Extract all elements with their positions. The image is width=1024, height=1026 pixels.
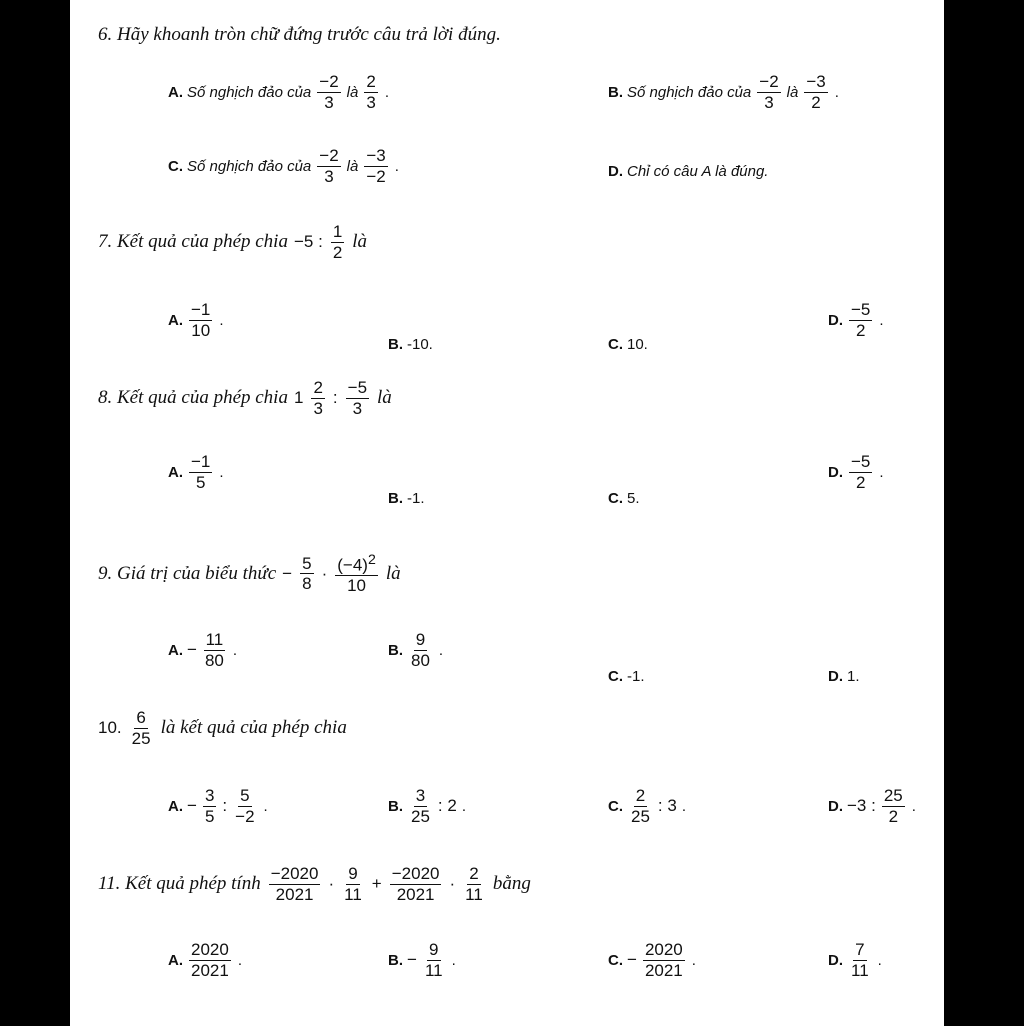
option-label: B.: [608, 83, 623, 101]
fraction: $\frac{-2}{3}$: [319, 146, 339, 186]
fraction: $\frac{11}{80}$: [204, 630, 224, 670]
fraction: $\frac{5}{8}$: [302, 553, 312, 594]
q6-option-a[interactable]: A. Số nghịch đảo của $\frac{-2}{3}$ là $\frac{2}{3}$ .: [168, 72, 389, 112]
option-label: D.: [608, 163, 623, 180]
fraction: $\frac{-5}{3}$: [347, 378, 368, 418]
q7-option-d[interactable]: D. $\frac{-5}{2}$ .: [828, 300, 884, 340]
fraction: $\frac{2}{25}$: [631, 786, 650, 826]
question-11-text: 11. Kết quả phép tính: [98, 873, 261, 895]
fraction: $\frac{25}{2}$: [883, 786, 903, 826]
q10-option-a[interactable]: A. − $\frac{3}{5}$ : $\frac{5}{-2}$ .: [168, 786, 268, 826]
question-6-text: 6. Hãy khoanh tròn chữ đứng trước câu trả lời đúng.: [98, 24, 501, 45]
fraction: $\frac{-2}{3}$: [319, 72, 339, 112]
fraction: $\frac{9}{80}$: [411, 630, 430, 670]
q10-option-d[interactable]: D. −3 : $\frac{25}{2}$ .: [828, 786, 916, 826]
q11-option-c[interactable]: C. − $\frac{2020}{2021}$ .: [608, 940, 696, 980]
q7-option-c[interactable]: C. 10.: [608, 336, 648, 353]
fraction: $\frac{1}{2}$: [332, 222, 343, 262]
option-text: Số nghịch đảo của: [187, 83, 312, 101]
fraction: $\frac{9}{11}$: [344, 864, 362, 904]
fraction: $\frac{-1}{5}$: [191, 452, 211, 492]
question-9: 9. Giá trị của biểu thức − $\frac{5}{8}$ · $\frac{(-4)^2}{10}$ là: [98, 552, 401, 596]
q7-option-b[interactable]: B. -10.: [388, 336, 433, 353]
question-6: [98, 24, 501, 46]
q9-option-c[interactable]: C. -1.: [608, 668, 645, 685]
q9-option-a[interactable]: A. − $\frac{11}{80}$ .: [168, 630, 238, 670]
fraction: $\frac{-2020}{2021}$: [270, 864, 319, 904]
option-label: A.: [168, 83, 183, 101]
q11-option-a[interactable]: A. $\frac{2020}{2021}$ .: [168, 940, 242, 980]
fraction: $\frac{2}{3}$: [366, 72, 376, 112]
option-text: Số nghịch đảo của: [187, 157, 312, 175]
fraction: $\frac{9}{11}$: [424, 940, 443, 980]
question-7-text: 7. Kết quả của phép chia: [98, 231, 288, 253]
option-label: C.: [168, 157, 183, 175]
question-7: 7. Kết quả của phép chia −5 : $\frac{1}{2}$ là: [98, 222, 368, 262]
q10-option-c[interactable]: C. $\frac{2}{25}$ : 3 .: [608, 786, 686, 826]
fraction: $\frac{-3}{-2}$: [366, 146, 386, 186]
question-11: 11. Kết quả phép tính $\frac{-2020}{2021}$ · $\frac{9}{11}$ + $\frac{-2020}{2021}$ · $\frac{2}{11}$ bằng: [98, 864, 531, 904]
option-text-mid: là: [346, 83, 359, 101]
fraction: $\frac{-2}{3}$: [759, 72, 779, 112]
fraction: $\frac{5}{-2}$: [235, 786, 255, 826]
q6-option-b[interactable]: B. Số nghịch đảo của $\frac{-2}{3}$ là $\frac{-3}{2}$ .: [608, 72, 839, 112]
fraction: $\frac{3}{25}$: [411, 786, 430, 826]
question-10: 10. $\frac{6}{25}$ là kết quả của phép chia: [98, 708, 347, 748]
q11-option-d[interactable]: D. $\frac{7}{11}$ .: [828, 940, 882, 980]
fraction: $\frac{2}{3}$: [313, 378, 323, 418]
fraction: $\frac{-2020}{2021}$: [391, 864, 440, 904]
question-9-text: 9. Giá trị của biểu thức: [98, 562, 277, 584]
fraction: $\frac{7}{11}$: [851, 940, 869, 980]
q7-option-a[interactable]: A. $\frac{-1}{10}$ .: [168, 300, 224, 340]
option-text-mid: là: [346, 157, 359, 175]
option-text: Chỉ có câu A là đúng.: [627, 163, 769, 180]
fraction: $\frac{3}{5}$: [204, 786, 215, 826]
worksheet-page: [70, 0, 944, 1026]
fraction: $\frac{2020}{2021}$: [644, 940, 683, 980]
q6-option-d[interactable]: [608, 163, 768, 180]
q9-option-b[interactable]: B. $\frac{9}{80}$ .: [388, 630, 444, 670]
fraction: $\frac{-5}{2}$: [851, 452, 871, 492]
q11-option-b[interactable]: B. − $\frac{9}{11}$ .: [388, 940, 456, 980]
q10-option-b[interactable]: B. $\frac{3}{25}$ : 2 .: [388, 786, 466, 826]
fraction: $\frac{-3}{2}$: [806, 72, 826, 112]
q9-option-d[interactable]: D. 1.: [828, 668, 860, 685]
q8-option-b[interactable]: B. -1.: [388, 490, 425, 507]
question-8-text: 8. Kết quả của phép chia: [98, 387, 288, 409]
question-10-text: là kết quả của phép chia: [160, 717, 347, 739]
q8-option-a[interactable]: A. $\frac{-1}{5}$ .: [168, 452, 224, 492]
q8-option-c[interactable]: C. 5.: [608, 490, 640, 507]
fraction: $\frac{2020}{2021}$: [191, 940, 229, 980]
q6-option-c[interactable]: C. Số nghịch đảo của $\frac{-2}{3}$ là $\frac{-3}{-2}$ .: [168, 146, 399, 186]
fraction: $\frac{-5}{2}$: [851, 300, 871, 340]
question-8: 8. Kết quả của phép chia 1 $\frac{2}{3}$ : $\frac{-5}{3}$ là: [98, 378, 392, 418]
option-text: Số nghịch đảo của: [627, 83, 752, 101]
q8-option-d[interactable]: D. $\frac{-5}{2}$ .: [828, 452, 884, 492]
fraction: $\frac{(-4)^2}{10}$: [337, 552, 376, 596]
option-text-mid: là: [786, 83, 799, 101]
fraction: $\frac{6}{25}$: [131, 708, 151, 748]
fraction: $\frac{-1}{10}$: [191, 300, 211, 340]
fraction: $\frac{2}{11}$: [465, 864, 483, 904]
